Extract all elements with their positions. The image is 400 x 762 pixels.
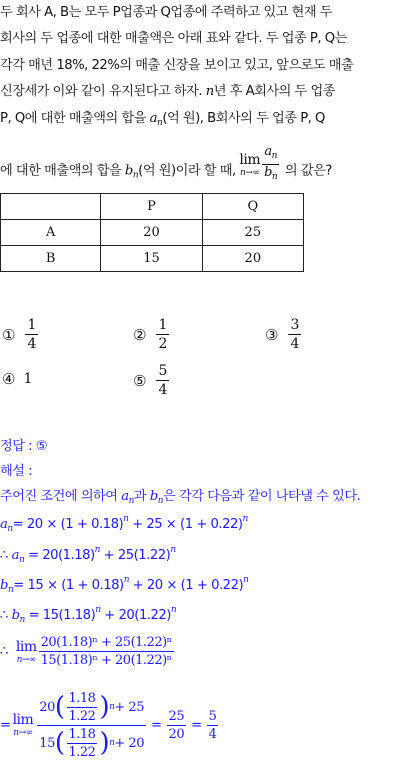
final-fraction: 20 ( $\frac{1.18}{1.22}$ ) n + 25 15 ( $\frac{1.18}{1.22}$ ) n + 20 — [39, 690, 144, 760]
exp-n: n — [109, 737, 115, 748]
lim-sub: n→∞ — [13, 728, 33, 738]
var-sub: n — [7, 585, 14, 595]
problem-line-5-b: (억 원), B회사의 두 업종 P, Q — [162, 110, 325, 126]
frac-num: a — [264, 144, 272, 160]
eq-text: + 20 × (1 + 0.22) — [128, 578, 244, 593]
frac-den: 15(1.18)ⁿ + 20(1.22)ⁿ — [40, 653, 172, 668]
var-n: n — [205, 84, 214, 100]
equation-an-simplified — [0, 545, 176, 565]
frac-num: 5 — [208, 708, 217, 724]
choice-mark: ③ — [265, 325, 279, 344]
choice-3[interactable] — [265, 316, 303, 353]
var-b: b — [0, 578, 8, 593]
var-sub: n — [18, 555, 25, 565]
exp-n: n — [94, 545, 100, 555]
plus-20: + 20 — [114, 735, 144, 751]
table-row — [1, 220, 304, 246]
choice-2[interactable] — [133, 316, 171, 353]
choice-fraction — [288, 316, 301, 353]
eq-text: = 15 × (1 + 0.18) — [13, 578, 124, 593]
eq-sign: = — [0, 717, 11, 733]
choice-1[interactable] — [2, 316, 40, 353]
exp-n: n — [123, 575, 129, 585]
frac-den: b — [264, 165, 272, 181]
lim-sub: n→∞ — [240, 167, 260, 178]
table-cell: A — [1, 220, 101, 246]
equation-bn — [0, 575, 248, 595]
problem-line-4-b: 년 후 A회사의 두 업종 — [213, 84, 335, 100]
var-a: a — [11, 548, 19, 563]
eq-text: = 15(1.18) — [24, 608, 96, 623]
frac-den: 1.22 — [68, 744, 96, 760]
frac-num: 20(1.18)ⁿ + 25(1.22)ⁿ — [40, 635, 172, 650]
lim-word: lim — [12, 712, 34, 728]
eq-sign: = — [191, 717, 202, 733]
var-b-sub: n — [132, 170, 139, 181]
explanation-label: 해설 : — [0, 464, 33, 479]
plus-25: + 25 — [114, 699, 144, 715]
var-b: b — [124, 163, 133, 179]
table-header-row — [1, 194, 304, 220]
problem-line-6-b: (억 원)이라 할 때, — [138, 163, 240, 179]
frac-den-sub: n — [271, 172, 278, 183]
coef-15: 15 — [39, 735, 55, 751]
table-cell: 25 — [202, 220, 303, 246]
therefore-sign: ∴ — [0, 548, 12, 563]
choice-value: 1 — [23, 371, 33, 387]
choice-mark: ④ — [2, 370, 16, 388]
problem-line-4-a: 신장세가 이와 같이 유지된다고 하자. — [0, 84, 206, 100]
eq-text: = 20 × (1 + 0.18) — [12, 517, 124, 532]
table-cell: 20 — [202, 246, 303, 272]
choice-num: 1 — [158, 317, 168, 333]
choice-fraction — [156, 316, 169, 353]
frac-num: 25 — [168, 708, 185, 724]
lim-word: lim — [15, 638, 37, 655]
choice-4[interactable] — [2, 370, 32, 388]
choice-den: 2 — [158, 336, 168, 352]
problem-text — [0, 0, 400, 191]
problem-line-6-c: 의 값은? — [281, 163, 332, 179]
eq-sign: = — [150, 717, 162, 733]
frac-den: 4 — [208, 726, 217, 742]
exp-n: n — [170, 545, 176, 555]
choice-num: 5 — [158, 363, 168, 379]
var-b: b — [149, 489, 158, 504]
equation-an — [0, 514, 248, 534]
var-a: a — [0, 517, 8, 532]
table-cell: B — [1, 246, 101, 272]
sales-table — [0, 193, 304, 272]
choice-fraction — [25, 316, 38, 353]
frac-num: 1.18 — [68, 690, 96, 706]
problem-line-2: 회사의 두 업종에 대한 매출액은 아래 표와 같다. 두 업종 P, Q는 — [0, 31, 347, 46]
exp-n: n — [95, 605, 101, 615]
var-a-sub: n — [128, 496, 134, 506]
intro-a: 주어진 조건에 의하여 — [0, 489, 122, 504]
exp-n: n — [243, 575, 249, 585]
equation-limit — [0, 634, 176, 669]
eq-text: + 25 × (1 + 0.22) — [128, 517, 243, 532]
choice-num: 1 — [27, 317, 37, 333]
solution-intro — [0, 485, 360, 506]
exp-n: n — [242, 514, 248, 524]
var-a: a — [149, 110, 158, 126]
choice-num: 3 — [290, 317, 300, 333]
var-b: b — [11, 608, 20, 623]
var-sub: n — [7, 524, 13, 534]
exp-n: n — [123, 514, 129, 524]
exp-n: n — [109, 701, 115, 712]
choice-mark: ② — [133, 325, 147, 344]
problem-line-3: 각각 매년 18%, 22%의 매출 신장을 보이고 있고, 앞으로도 매출 — [0, 57, 354, 73]
table-cell: 20 — [101, 220, 202, 246]
table-cell: P — [101, 194, 202, 220]
frac-den: 20 — [168, 726, 185, 742]
ratio-5-4 — [207, 708, 219, 743]
exp-n: n — [170, 605, 177, 615]
var-b-sub: n — [157, 496, 164, 506]
an-over-bn — [262, 144, 279, 185]
therefore-sign: ∴ — [0, 644, 8, 659]
frac-den: 1.22 — [68, 708, 96, 724]
equation-final — [0, 690, 220, 760]
frac-num: 1.18 — [68, 726, 96, 742]
problem-line-6 — [0, 144, 400, 191]
problem-line-4 — [0, 79, 400, 106]
var-a: a — [121, 489, 129, 504]
choice-5[interactable] — [133, 362, 171, 399]
answer-line: 정답 : ⑤ — [0, 439, 48, 454]
eq-text: = 20(1.18) — [24, 548, 95, 563]
therefore-sign: ∴ — [0, 608, 12, 623]
lim-word: lim — [239, 151, 261, 168]
eq-text: + 25(1.22) — [99, 548, 171, 563]
var-sub: n — [19, 615, 25, 625]
eq-text: + 20(1.22) — [100, 608, 171, 623]
choice-fraction — [156, 362, 169, 399]
choice-den: 4 — [158, 382, 168, 398]
lim-sub: n→∞ — [16, 654, 36, 665]
choice-mark: ⑤ — [133, 371, 147, 390]
coef-20: 20 — [39, 699, 55, 715]
equation-bn-simplified — [0, 605, 176, 625]
table-cell — [1, 194, 101, 220]
ratio-25-20 — [167, 708, 187, 743]
var-a-sub: n — [157, 117, 163, 128]
problem-line-6-a: 에 대한 매출액의 합을 — [0, 163, 125, 179]
intro-c: 은 각각 다음과 같이 나타낼 수 있다. — [163, 489, 361, 504]
choice-den: 4 — [27, 336, 37, 352]
table-cell: Q — [202, 194, 303, 220]
table-row — [1, 246, 304, 272]
problem-line-5 — [0, 106, 400, 137]
intro-b: 과 — [133, 489, 150, 504]
limit-expression — [239, 144, 281, 185]
limit-fraction — [39, 634, 174, 669]
table-cell: 15 — [101, 246, 202, 272]
problem-line-5-a: P, Q에 대한 매출액의 합을 — [0, 110, 150, 126]
choice-mark: ① — [2, 325, 16, 344]
frac-num-sub: n — [271, 151, 277, 162]
problem-line-1: 두 회사 A, B는 모두 P업종과 Q업종에 주력하고 있고 현재 두 — [0, 5, 333, 20]
choice-den: 4 — [290, 336, 300, 352]
